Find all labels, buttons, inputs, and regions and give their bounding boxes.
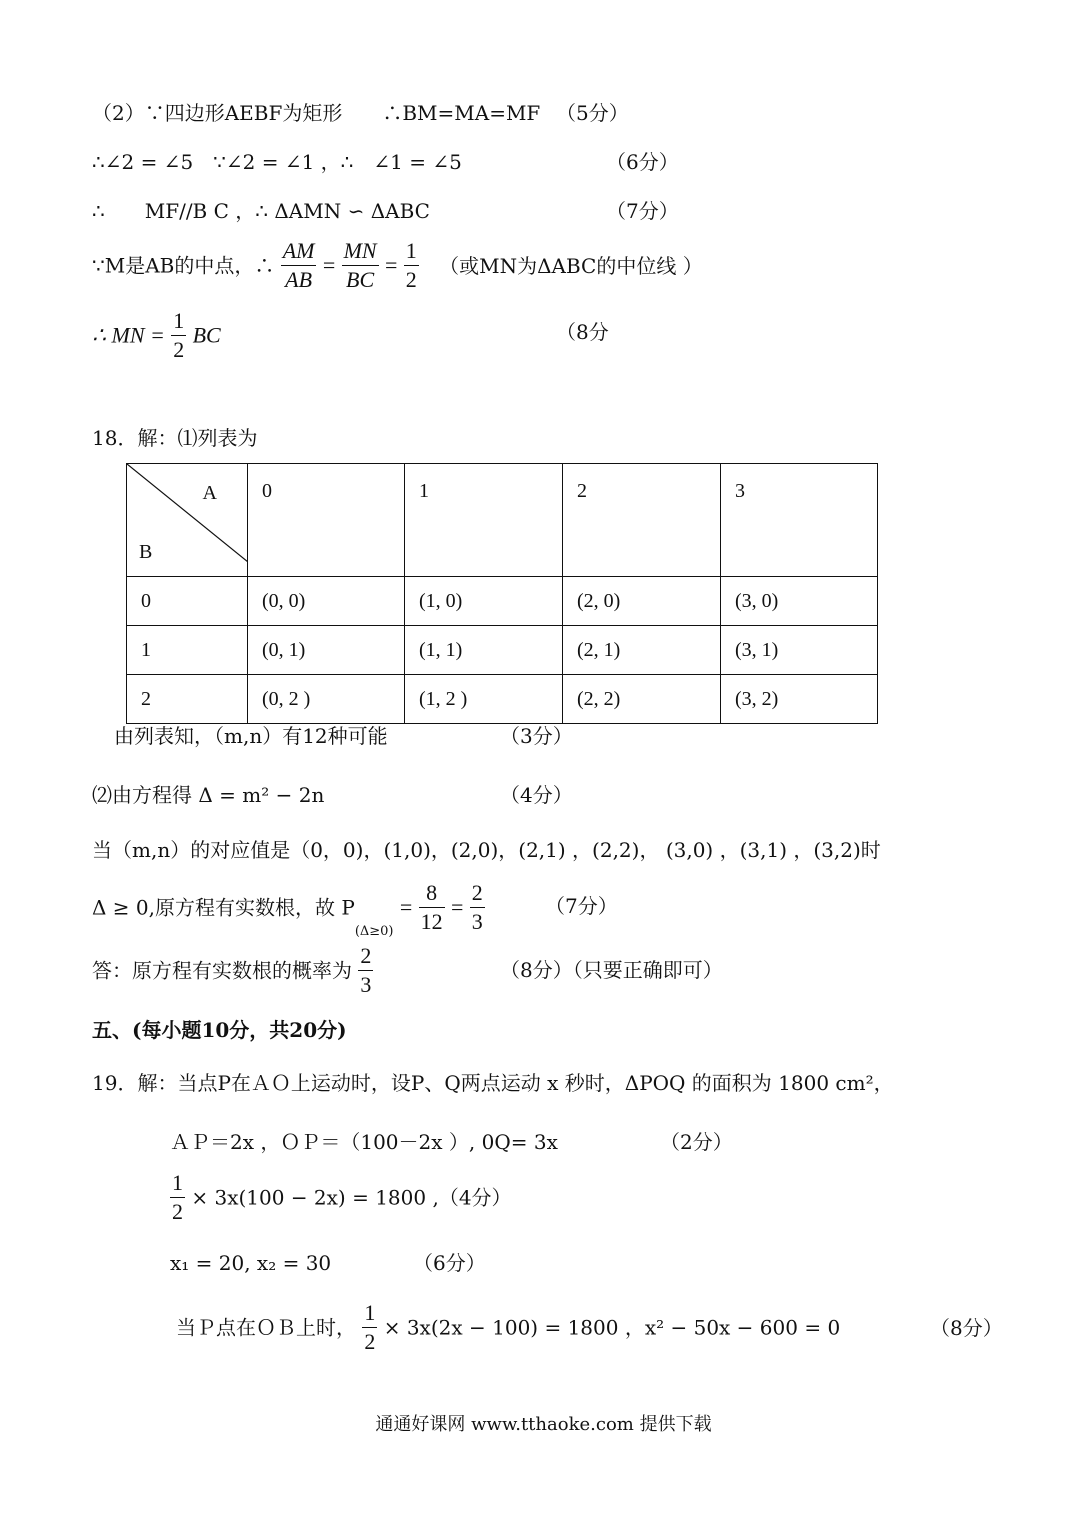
table-cell: (1, 2 ) [405, 675, 563, 724]
q18-after-table-score: （3分） [500, 724, 573, 748]
table-cell: (3, 2) [721, 675, 878, 724]
table-row [127, 675, 878, 724]
q19-line4 [176, 1302, 840, 1353]
q18-part2-score: （4分） [500, 783, 573, 807]
row-label: 0 [127, 577, 248, 626]
row-label: 1 [127, 626, 248, 675]
fraction-one-half: $\frac{1}{2}$ [405, 238, 417, 292]
q18-probability-line: Δ ≥ 0,原方程有实数根，故 $P_{(\Delta\ge 0)}$ = $\frac{8}{12}$ = $\frac{2}{3}$ [92, 880, 483, 939]
q19-line4-prefix: 当Ｐ点在ＯＢ上时， [176, 1315, 356, 1340]
table-cell: (0, 1) [248, 626, 405, 675]
q19-line2-rest: × 3x(100 − 2x) = 1800 ,（4分） [191, 1185, 512, 1210]
q18-answer-line [92, 945, 373, 996]
q19-line3-score: （6分） [413, 1251, 486, 1275]
corner-label-a: A [202, 482, 217, 504]
p2-line1: （2）∵四边形AEBF为矩形 ∴BM=MA=MF [92, 101, 541, 125]
fraction-mn-bc: $\frac{MN}{BC}$ [343, 238, 377, 292]
table-cell: (0, 2 ) [248, 675, 405, 724]
table-cell: (2, 2) [563, 675, 721, 724]
probability-subscript: (Δ≥0) [354, 924, 394, 939]
table-cell: (2, 0) [563, 577, 721, 626]
q18-part2: ⑵由方程得 Δ = m² − 2n [92, 783, 325, 807]
p2-line5-suffix: BC [192, 322, 221, 348]
fraction-half-bc: $\frac{1}{2}$ [173, 308, 185, 362]
row-label: 2 [127, 675, 248, 724]
p2-line4-suffix: （或MN为ΔABC的中位线 ） [439, 253, 703, 278]
q19-line1: ＡＰ＝2x ，ＯＰ＝（100－2x ）, 0Q= 3x [170, 1130, 558, 1154]
q18-answer-prefix: 答：原方程有实数根的概率为 [92, 958, 352, 983]
table-corner-cell [127, 464, 248, 577]
col-header: 1 [405, 464, 563, 577]
p2-line5 [92, 310, 221, 361]
q18-after-table: 由列表知，（m,n）有12种可能 [114, 724, 388, 748]
fraction-answer: $\frac{2}{3}$ [360, 943, 372, 997]
q18-values-line: 当（m,n）的对应值是（0，0)，(1,0)，(2,0)，(2,1) ，(2,2)， (3,0) ，(3,1) ，(3,2)时 [92, 838, 881, 862]
section-five-heading: 五、(每小题10分，共20分) [92, 1018, 347, 1042]
p2-line1-score: （5分） [556, 101, 629, 125]
fraction-am-ab: $\frac{AM}{AB}$ [282, 238, 315, 292]
table-cell: (2, 1) [563, 626, 721, 675]
p2-line3-score: （7分） [606, 199, 679, 223]
table-cell: (0, 0) [248, 577, 405, 626]
table-cell: (1, 0) [405, 577, 563, 626]
table-row [127, 577, 878, 626]
q19-intro: 19．解：当点P在ＡＯ上运动时，设P、Q两点运动 x 秒时，ΔPOQ 的面积为 1800 cm²， [92, 1071, 894, 1095]
q19-line4-score: （8分） [930, 1316, 1003, 1340]
p2-line4-prefix: ∵M是AB的中点，∴ [92, 253, 275, 278]
fraction-2-3: $\frac{2}{3}$ [471, 880, 483, 934]
fraction-8-12: $\frac{8}{12}$ [420, 880, 443, 934]
table-cell: (1, 1) [405, 626, 563, 675]
col-header: 3 [721, 464, 878, 577]
q19-line1-score: （2分） [660, 1130, 733, 1154]
q18-table [126, 463, 878, 724]
q19-line4-rest: × 3x(2x − 100) = 1800 ，x² − 50x − 600 = 0 [383, 1315, 841, 1340]
table-cell: (3, 0) [721, 577, 878, 626]
fraction-half-q19a: $\frac{1}{2}$ [172, 1170, 183, 1224]
p2-line5-score: （8分 [556, 320, 609, 344]
table-cell: (3, 1) [721, 626, 878, 675]
corner-label-b: B [139, 541, 153, 563]
q18-probability-score: （7分） [545, 894, 618, 918]
p2-line2-score: （6分） [606, 150, 679, 174]
q18-title: 18．解：⑴列表为 [92, 426, 258, 450]
p2-line3: ∴ MF//B C ，∴ ΔAMN ∽ ΔABC [92, 199, 430, 223]
table-header-row [127, 464, 878, 577]
p2-line2: ∴∠2 = ∠5 ∵∠2 = ∠1 ，∴ ∠1 = ∠5 [92, 150, 462, 174]
q18-answer-score: （8分）（只要正确即可） [500, 958, 723, 982]
p2-line4: ∵M是AB的中点，∴ $\frac{AM}{AB}$ = $\frac{MN}{BC}$ = $\frac{1}{2}$ （或MN为ΔABC的中位线 ） [92, 238, 703, 292]
p2-line5-prefix: ∴ MN = [92, 322, 165, 348]
q19-line3: x₁ = 20, x₂ = 30 [170, 1251, 332, 1275]
q19-line2 [170, 1172, 512, 1223]
col-header: 0 [248, 464, 405, 577]
q18-probability-prefix: Δ ≥ 0,原方程有实数根，故 P [92, 895, 355, 920]
fraction-half-q19b: $\frac{1}{2}$ [364, 1300, 376, 1354]
col-header: 2 [563, 464, 721, 577]
table-row [127, 626, 878, 675]
page-footer: 通通好课网 www.tthaoke.com 提供下载 [375, 1414, 712, 1435]
